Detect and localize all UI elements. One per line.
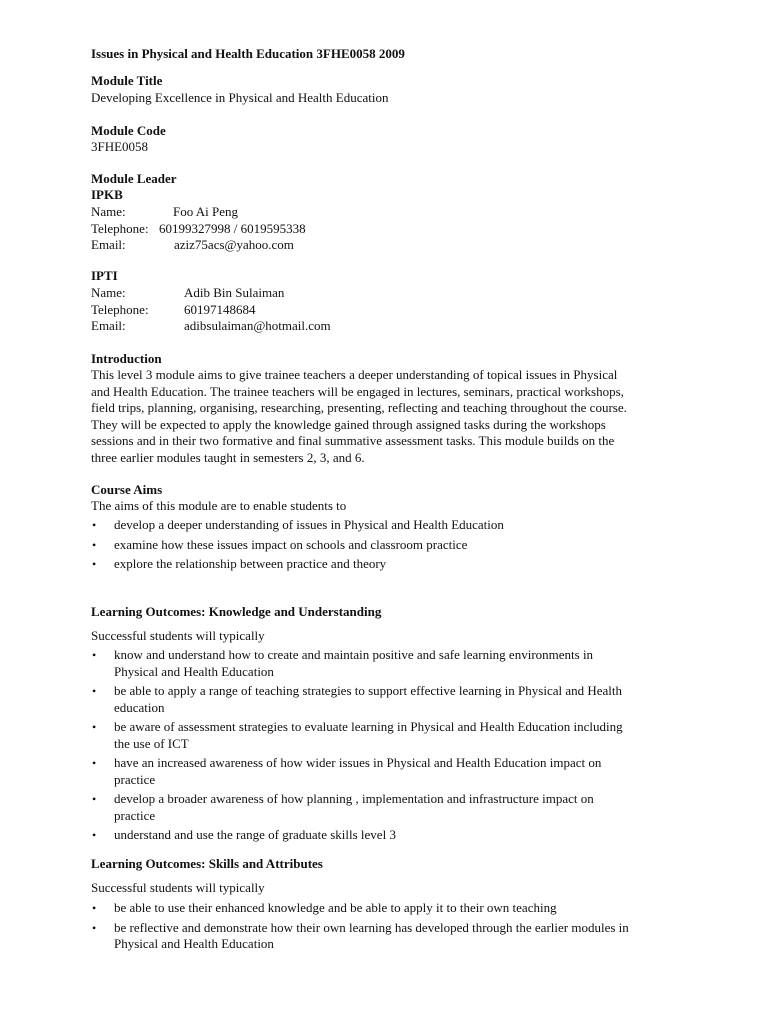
email-label: Email: (91, 318, 126, 333)
document-title: Issues in Physical and Health Education 3FHE0058 2009 (91, 46, 405, 61)
ipti-name-row (91, 285, 491, 302)
list-item: • have an increased awareness of how wider issues in Physical and Health Education impact on practice (92, 755, 602, 787)
module-code-heading: Module Code (91, 123, 166, 138)
ipti-email-row (91, 318, 491, 335)
list-item: • be able to use their enhanced knowledge and be able to apply it to their own teaching (92, 900, 557, 915)
module-title-heading: Module Title (91, 73, 163, 88)
list-item: • examine how these issues impact on schools and classroom practice (92, 536, 468, 552)
module-title-value: Developing Excellence in Physical and Health Education (91, 90, 389, 105)
bullet-icon: • (92, 557, 97, 571)
introduction-line: sessions and in their two formative and final summative assessment tasks. This module builds on the (91, 433, 615, 448)
list-item: • know and understand how to create and maintain positive and safe learning environments in Physical and Health Education (92, 647, 594, 679)
ipkb-contact-block (91, 204, 491, 254)
ipti-email-value: adibsulaiman@hotmail.com (184, 318, 331, 333)
ipkb-heading: IPKB (91, 187, 123, 202)
bullet-icon: • (92, 684, 97, 698)
course-aims-heading: Course Aims (91, 482, 163, 497)
bullet-icon: • (92, 828, 97, 842)
list-item: • be able to apply a range of teaching strategies to support effective learning in Physical and Health education (92, 683, 623, 715)
ipti-telephone-value: 60197148684 (184, 301, 256, 317)
lo-skills-heading: Learning Outcomes: Skills and Attributes (91, 856, 323, 871)
lo-skills-list (91, 900, 686, 953)
bullet-icon: • (92, 537, 97, 552)
bullet-icon: • (92, 901, 97, 915)
lo-knowledge-intro: Successful students will typically (91, 628, 265, 643)
list-item: • be aware of assessment strategies to evaluate learning in Physical and Health Education including the use of ICT (92, 719, 623, 751)
ipkb-email-row (91, 237, 491, 254)
telephone-label: Telephone: (91, 220, 149, 236)
ipkb-telephone-row (91, 221, 491, 238)
lo-skills-intro: Successful students will typically (91, 880, 265, 895)
list-item: • develop a broader awareness of how planning , implementation and infrastructure impact on practice (92, 791, 594, 823)
name-label: Name: (91, 204, 126, 219)
course-aims-intro: The aims of this module are to enable students to (91, 498, 347, 513)
list-item: • be reflective and demonstrate how their own learning has developed through the earlier modules in Physical and Health Education (92, 919, 629, 951)
lo-knowledge-heading: Learning Outcomes: Knowledge and Understanding (91, 604, 382, 619)
ipkb-name-value: Foo Ai Peng (173, 204, 239, 219)
bullet-icon: • (92, 792, 97, 806)
lo-knowledge-list (91, 647, 686, 844)
introduction-line: and Health Education. The trainee teachers will be engaged in lectures, seminars, practical workshops, (91, 383, 624, 399)
name-label: Name: (91, 285, 126, 300)
introduction-body (91, 367, 691, 466)
module-code-value: 3FHE0058 (91, 139, 149, 154)
bullet-icon: • (92, 720, 97, 734)
module-leader-heading: Module Leader (91, 171, 177, 186)
bullet-icon: • (92, 756, 97, 770)
bullet-icon: • (92, 518, 97, 532)
list-item: • understand and use the range of graduate skills level 3 (92, 827, 396, 842)
introduction-line: They will be expected to apply the knowledge gained through assigned tasks during the workshops (91, 416, 606, 432)
introduction-line: three earlier modules taught in semesters 2, 3, and 6. (91, 449, 365, 465)
ipkb-email-value: aziz75acs@yahoo.com (174, 237, 294, 252)
course-aims-list (91, 517, 686, 573)
bullet-icon: • (92, 920, 97, 935)
list-item: • develop a deeper understanding of issues in Physical and Health Education (92, 517, 504, 532)
list-item: • explore the relationship between practice and theory (92, 556, 387, 571)
ipti-name-value: Adib Bin Sulaiman (184, 285, 285, 300)
introduction-heading: Introduction (91, 351, 162, 366)
ipkb-name-row (91, 204, 491, 221)
introduction-line: This level 3 module aims to give trainee teachers a deeper understanding of topical issues in Physical (91, 367, 618, 382)
ipti-telephone-row (91, 302, 491, 319)
introduction-line: field trips, planning, organising, researching, presenting, reflecting and teaching throughout the course. (91, 400, 627, 415)
ipti-heading: IPTI (91, 268, 118, 283)
bullet-icon: • (92, 648, 97, 662)
ipti-contact-block (91, 285, 491, 335)
ipkb-telephone-value: 60199327998 / 6019595338 (159, 220, 306, 236)
email-label: Email: (91, 237, 126, 252)
telephone-label: Telephone: (91, 301, 149, 317)
